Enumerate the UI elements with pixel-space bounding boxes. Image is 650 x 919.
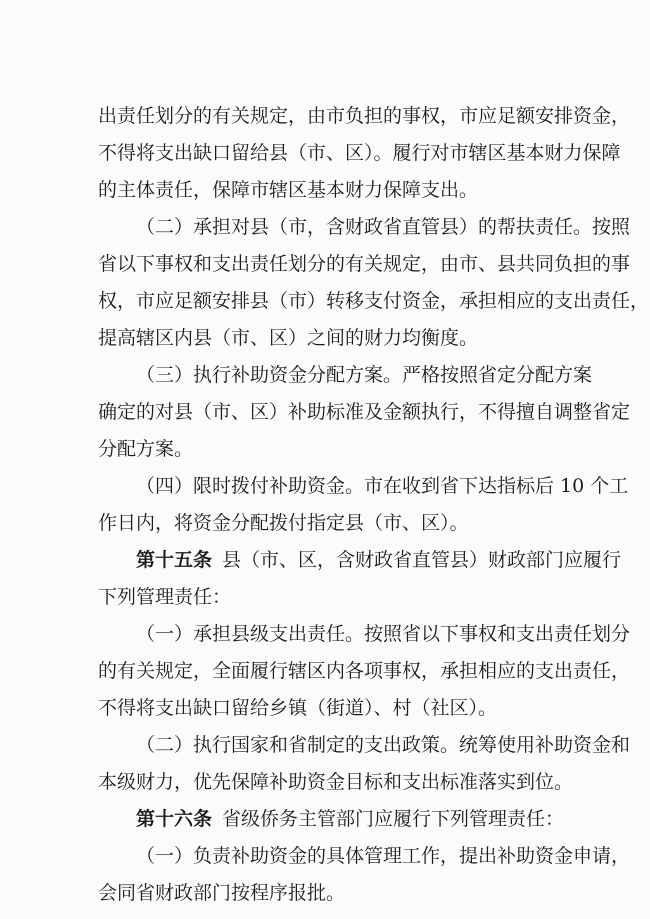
body-line: 提高辖区内县（市、区）之间的财力均衡度。: [98, 327, 479, 349]
body-line: 省以下事权和支出责任划分的有关规定，由市、县共同负担的事: [98, 253, 631, 275]
body-line: 下列管理责任：: [98, 586, 232, 608]
body-line: 出责任划分的有关规定，由市负担的事权，市应足额安排资金，: [98, 105, 631, 127]
body-line: 会同省财政部门按程序报批。: [98, 882, 346, 904]
body-line: 不得将支出缺口留给县（市、区）。履行对市辖区基本财力保障: [98, 142, 621, 164]
body-line: 确定的对县（市、区）补助标准及金额执行，不得擅自调整省定: [98, 401, 631, 423]
body-line: 的有关规定，全面履行辖区内各项事权，承担相应的支出责任，: [98, 660, 631, 682]
body-line: （一）承担县级支出责任。按照省以下事权和支出责任划分: [136, 623, 631, 645]
body-line: 作日内，将资金分配拨付指定县（市、区）。: [98, 512, 469, 534]
body-line: 本级财力，优先保障补助资金目标和支出标准落实到位。: [98, 771, 574, 793]
article-number: 第十五条: [136, 549, 213, 571]
body-line: 的主体责任，保障市辖区基本财力保障支出。: [98, 179, 479, 201]
body-line: （一）负责补助资金的具体管理工作，提出补助资金申请，: [136, 845, 631, 867]
body-line: （二）承担对县（市，含财政省直管县）的帮扶责任。按照: [136, 216, 631, 238]
body-line: 分配方案。: [98, 438, 194, 460]
body-line: （三）执行补助资金分配方案。严格按照省定分配方案: [136, 364, 593, 386]
body-line: 权，市应足额安排县（市）转移支付资金，承担相应的支出责任，: [98, 290, 650, 312]
article-heading-line: 第十五条 县（市、区，含财政省直管县）财政部门应履行: [136, 549, 622, 571]
body-line: （二）执行国家和省制定的支出政策。统筹使用补助资金和: [136, 734, 631, 756]
article-number: 第十六条: [136, 808, 213, 830]
body-line: （四）限时拨付补助资金。市在收到省下达指标后 10 个工: [136, 475, 629, 497]
article-heading-line: 第十六条 省级侨务主管部门应履行下列管理责任：: [136, 808, 565, 830]
body-line: 不得将支出缺口留给乡镇（街道）、村（社区）。: [98, 697, 498, 719]
